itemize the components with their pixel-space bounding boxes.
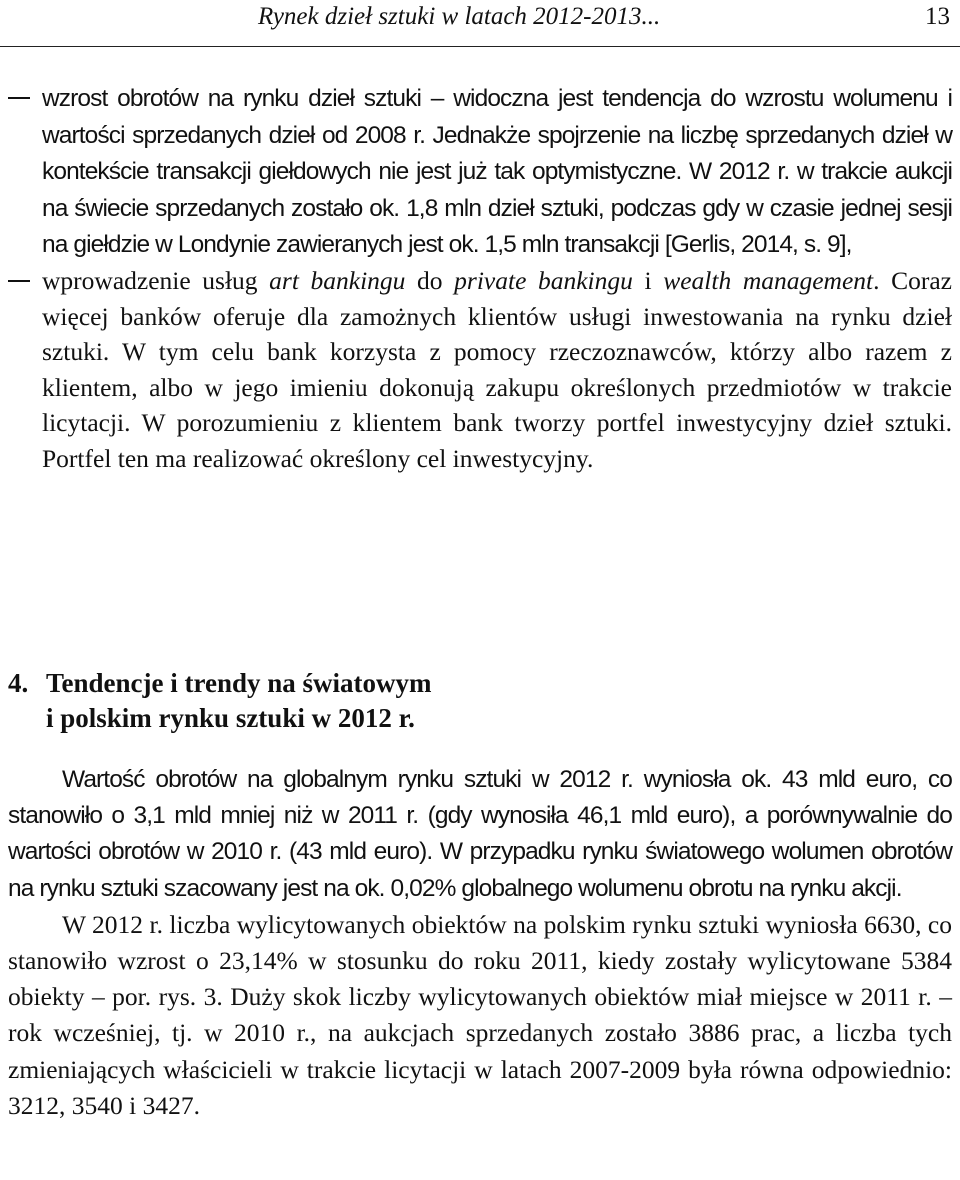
- list-item: [0, 80, 960, 263]
- running-header: [0, 0, 960, 47]
- bullet-text-mid: i: [632, 265, 664, 295]
- bullet-list: [0, 80, 960, 477]
- section-number: 4.: [8, 668, 29, 698]
- body-text: [8, 762, 952, 1124]
- term-private-banking: private bankingu: [454, 265, 633, 295]
- list-item: [0, 263, 960, 477]
- bullet-text-mid: do: [405, 265, 455, 295]
- dash-bullet-icon: [8, 97, 30, 99]
- term-wealth-management: wealth management: [663, 265, 874, 295]
- section-title-line2: i polskim rynku sztuki w 2012 r.: [46, 703, 415, 733]
- paragraph: W 2012 r. liczba wylicytowanych obiektów na polskim rynku sztuki wyniosła 6630, co stanowiło wzrost o 23,14% w stosunku do roku 2011, kiedy zostały wylicytowane 5384 obiekty – por. rys. 3. Duży skok liczby wylicytowanych obiektów miał miejsce w 2011 r. – rok wcześniej, tj. w 2010 r., na aukcjach sprzedanych zostało 3886 prac, a liczba tych zmieniających właścicieli w trakcie licytacji w latach 2007-2009 była równa odpowiednio: 3212, 3540 i 3427.: [8, 909, 952, 1120]
- page-number: 13: [925, 3, 950, 30]
- dash-bullet-icon: [8, 280, 30, 282]
- section-title-line1: Tendencje i trendy na światowym: [46, 668, 432, 698]
- bullet-text-lead: wprowadzenie usług: [42, 265, 270, 295]
- section-heading: [8, 666, 432, 736]
- bullet-text: wzrost obrotów na rynku dzieł sztuki – widoczna jest tendencja do wzrostu wolumenu i wartości sprzedanych dzieł od 2008 r. Jednakże spojrzenie na liczbę sprzedanych dzieł w kontekście transakcji giełdowych nie jest już tak optymistyczne. W 2012 r. w trakcie aukcji na świecie sprzedanych zostało ok. 1,8 mln dzieł sztuki, podczas gdy w czasie jednej sesji na giełdzie w Londynie zawieranych jest ok. 1,5 mln transakcji [Gerlis, 2014, s. 9],: [42, 85, 952, 259]
- bullet-text-rest: . Coraz więcej banków oferuje dla zamożnych klientów usługi inwestowania na rynku dzieł sztuki. W tym celu bank korzysta z pomocy rzeczoznawców, którzy albo razem z klientem, albo w jego imieniu dokonują zakupu określonych przedmiotów w trakcie licytacji. W porozumieniu z klientem bank tworzy portfel inwestycyjny dzieł sztuki. Portfel ten ma realizować określony cel inwestycyjny.: [42, 265, 952, 473]
- term-art-banking: art bankingu: [269, 265, 406, 295]
- paragraph: Wartość obrotów na globalnym rynku sztuki w 2012 r. wyniosła ok. 43 mld euro, co stanowiło o 3,1 mld mniej niż w 2011 r. (gdy wynosiła 46,1 mld euro), a porównywalnie do wartości obrotów w 2010 r. (43 mld euro). W przypadku rynku światowego wolumen obrotów na rynku sztuki szacowany jest na ok. 0,02% globalnego wolumenu obrotu na rynku akcji.: [8, 766, 952, 902]
- running-title: Rynek dzieł sztuki w latach 2012-2013...: [258, 3, 661, 30]
